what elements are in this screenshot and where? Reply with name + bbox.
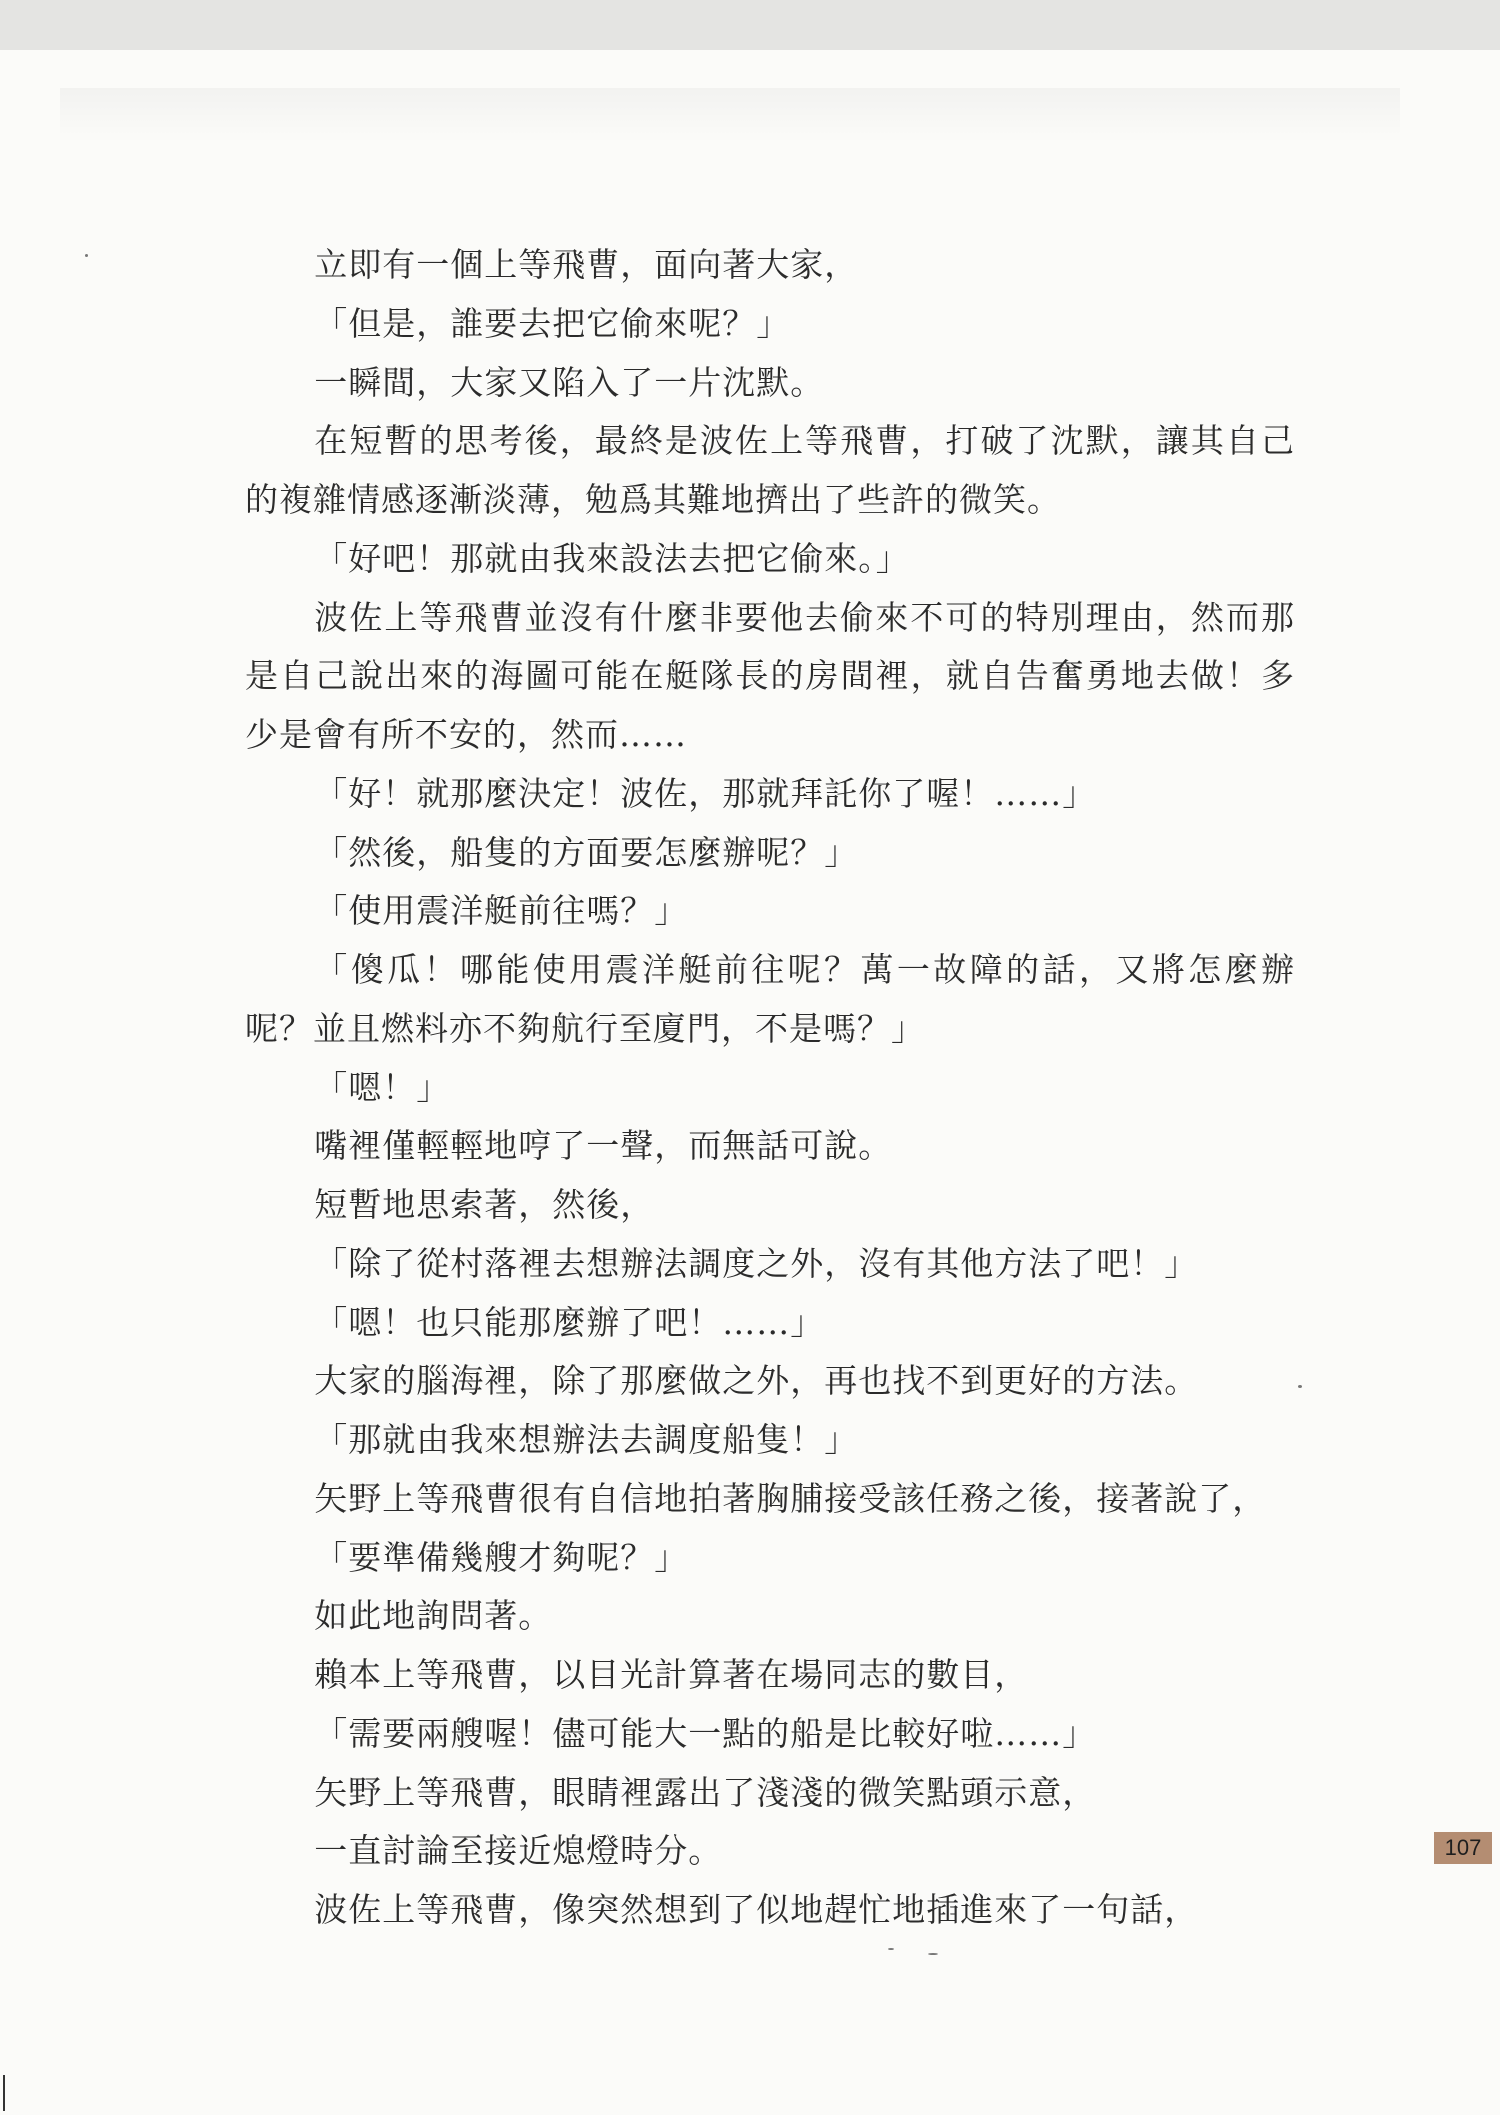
scan-speck	[888, 1948, 894, 1950]
body-text	[245, 236, 1295, 1940]
paragraph: 「但是，誰要去把它偷來呢？」	[314, 303, 791, 343]
paragraph: 「嗯！」	[314, 1067, 451, 1107]
paragraph: 賴本上等飛曹，以目光計算著在場同志的數目，	[314, 1655, 1029, 1694]
paragraph: 矢野上等飛曹很有自信地拍著胸脯接受該任務之後，接著說了，	[314, 1478, 1267, 1518]
paragraph: 「傻瓜！哪能使用震洋艇前往呢？萬一故障的話，又將怎麼辦呢？並且燃料亦不夠航行至廈門，不是嗎？」	[245, 950, 1295, 1048]
paragraph: 波佐上等飛曹，像突然想到了似地趕忙地插進來了一句話，	[314, 1890, 1199, 1929]
scan-bleed-through	[60, 88, 1400, 143]
paragraph: 「要準備幾艘才夠呢？」	[314, 1537, 689, 1577]
paragraph: 「好吧！那就由我來設法去把它偷來。」	[314, 538, 910, 578]
paragraph: 一直討論至接近熄燈時分。	[314, 1831, 723, 1871]
paragraph: 「嗯！也只能那麼辦了吧！……」	[314, 1302, 825, 1342]
page-number: 107	[1434, 1832, 1492, 1864]
paragraph: 短暫地思索著，然後，	[314, 1185, 655, 1224]
paragraph: 大家的腦海裡，除了那麼做之外，再也找不到更好的方法。	[314, 1361, 1199, 1401]
paragraph: 「除了從村落裡去想辦法調度之外，沒有其他方法了吧！」	[314, 1243, 1199, 1283]
paragraph: 矢野上等飛曹，眼睛裡露出了淺淺的微笑點頭示意，	[314, 1772, 1097, 1812]
paragraph: 嘴裡僅輕輕地哼了一聲，而無話可說。	[314, 1126, 893, 1166]
paragraph: 一瞬間，大家又陷入了一片沈默。	[314, 362, 825, 402]
paragraph: 「然後，船隻的方面要怎麼辦呢？」	[314, 832, 859, 872]
paragraph: 「使用震洋艇前往嗎？」	[314, 891, 689, 931]
scan-speck	[928, 1953, 938, 1955]
scan-edge-mark	[3, 2075, 5, 2111]
paragraph: 「需要兩艘喔！儘可能大一點的船是比較好啦……」	[314, 1713, 1097, 1753]
paragraph: 立即有一個上等飛曹，面向著大家，	[314, 245, 859, 284]
paragraph: 「好！就那麼決定！波佐，那就拜託你了喔！……」	[314, 773, 1097, 813]
paragraph: 如此地詢問著。	[314, 1596, 553, 1636]
paragraph: 在短暫的思考後，最終是波佐上等飛曹，打破了沈默，讓其自己的複雜情感逐漸淡薄，勉爲其難地擠出了些許的微笑。	[245, 421, 1295, 519]
scan-top-band	[0, 0, 1500, 50]
scan-speck	[85, 254, 88, 257]
paragraph: 波佐上等飛曹並沒有什麼非要他去偷來不可的特別理由，然而那是自己說出來的海圖可能在艇隊長的房間裡，就自告奮勇地去做！多少是會有所不安的，然而……	[245, 597, 1295, 754]
paragraph: 「那就由我來想辦法去調度船隻！」	[314, 1420, 859, 1459]
scan-speck	[1298, 1385, 1302, 1388]
